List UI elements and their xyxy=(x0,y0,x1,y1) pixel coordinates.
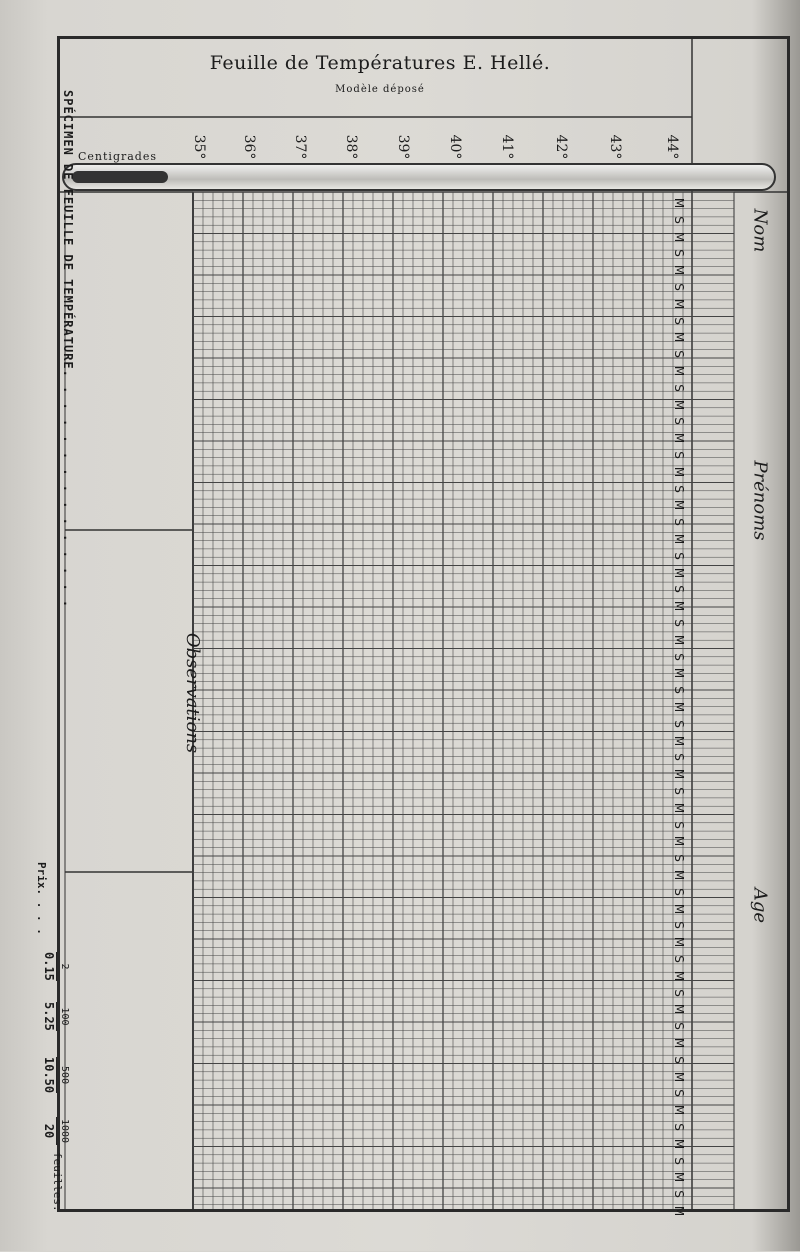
centigrades-label: Centigrades xyxy=(78,150,158,163)
price-item: 1000 20 xyxy=(42,1119,70,1144)
day-marker: M xyxy=(672,399,686,410)
day-marker: M xyxy=(672,265,686,276)
day-marker: S xyxy=(672,383,686,392)
day-marker: M xyxy=(672,1138,686,1149)
degree-label: 39° xyxy=(395,134,411,160)
day-marker: M xyxy=(672,1071,686,1082)
day-marker: S xyxy=(672,249,686,258)
degree-label: 43° xyxy=(607,134,623,160)
day-marker: S xyxy=(672,619,686,627)
day-marker: S xyxy=(672,955,686,963)
day-marker: M xyxy=(672,769,686,780)
degree-label: 37° xyxy=(292,134,308,160)
day-marker: M xyxy=(672,802,686,813)
day-marker: S xyxy=(672,1123,686,1131)
day-marker: M xyxy=(672,937,686,948)
day-marker: M xyxy=(672,1172,686,1183)
day-marker: S xyxy=(672,820,686,829)
day-marker: M xyxy=(672,903,686,914)
day-marker: S xyxy=(672,787,686,795)
day-marker: S xyxy=(672,417,686,426)
day-marker: M xyxy=(672,1105,686,1116)
price-item: 2 0.15 xyxy=(42,952,70,981)
day-marker: S xyxy=(672,283,686,291)
day-marker: S xyxy=(672,1055,686,1064)
specimen-caption: SPÉCIMEN DE FEUILLE DE TEMPÉRATURE. . . . . . . . . . . . . . . xyxy=(61,90,75,609)
price-item: 500 10.50 xyxy=(42,1057,70,1094)
price-item: 100 5.25 xyxy=(42,1002,70,1031)
day-marker: M xyxy=(672,466,686,477)
prenoms-label: Prénoms xyxy=(749,460,771,541)
day-marker: M xyxy=(672,970,686,981)
degree-label: 44° xyxy=(664,134,680,160)
sheet-subtitle: Modèle déposé xyxy=(335,84,425,95)
day-marker: M xyxy=(672,601,686,612)
degree-label: 38° xyxy=(343,134,359,160)
day-marker: M xyxy=(672,668,686,679)
day-marker: M xyxy=(672,735,686,746)
day-marker: M xyxy=(672,231,686,242)
day-marker: M xyxy=(672,433,686,444)
degree-label: 36° xyxy=(241,134,257,160)
day-marker: S xyxy=(672,854,686,862)
day-marker: M xyxy=(672,869,686,881)
day-marker: M xyxy=(672,365,686,377)
day-marker: S xyxy=(672,451,686,459)
observations-label: Observations xyxy=(182,632,203,754)
day-marker: S xyxy=(672,551,686,560)
day-marker: M xyxy=(672,533,686,545)
sheet-title: Feuille de Températures E. Hellé. xyxy=(209,52,551,74)
price-table xyxy=(28,532,72,1252)
day-marker: S xyxy=(672,753,686,762)
day-marker: M xyxy=(672,1004,686,1015)
day-marker: M xyxy=(672,500,686,511)
prix-label: Prix. . . . xyxy=(35,862,48,935)
day-marker: S xyxy=(672,350,686,358)
feuilles-suffix: feuilles. xyxy=(51,1152,64,1212)
thermometer-bulb xyxy=(72,171,168,183)
day-marker: S xyxy=(672,652,686,661)
degree-label: 42° xyxy=(553,134,569,160)
day-marker: S xyxy=(672,1022,686,1030)
age-label: Age xyxy=(749,887,771,924)
day-marker: M xyxy=(672,332,686,343)
day-marker: S xyxy=(672,1190,686,1198)
day-marker: M xyxy=(672,1205,686,1217)
degree-label: 41° xyxy=(499,134,515,160)
day-marker: S xyxy=(672,316,686,325)
day-marker: S xyxy=(672,1089,686,1098)
day-marker: S xyxy=(672,887,686,896)
thermometer-graphic xyxy=(62,163,776,191)
day-marker: S xyxy=(672,1156,686,1165)
day-marker: M xyxy=(672,701,686,713)
degree-label: 35° xyxy=(191,134,207,160)
day-marker: M xyxy=(672,1037,686,1049)
nom-label: Nom xyxy=(749,208,771,253)
day-marker: S xyxy=(672,686,686,694)
degree-label: 40° xyxy=(447,134,463,160)
day-marker: S xyxy=(672,988,686,997)
day-marker: M xyxy=(672,298,686,309)
day-marker: S xyxy=(672,585,686,594)
day-marker: S xyxy=(672,518,686,526)
day-marker: M xyxy=(672,634,686,645)
day-marker: M xyxy=(672,197,686,209)
day-marker: S xyxy=(672,719,686,728)
day-marker: M xyxy=(672,567,686,578)
day-marker: M xyxy=(672,836,686,847)
day-marker: S xyxy=(672,921,686,930)
day-marker: S xyxy=(672,484,686,493)
day-marker: S xyxy=(672,215,686,224)
